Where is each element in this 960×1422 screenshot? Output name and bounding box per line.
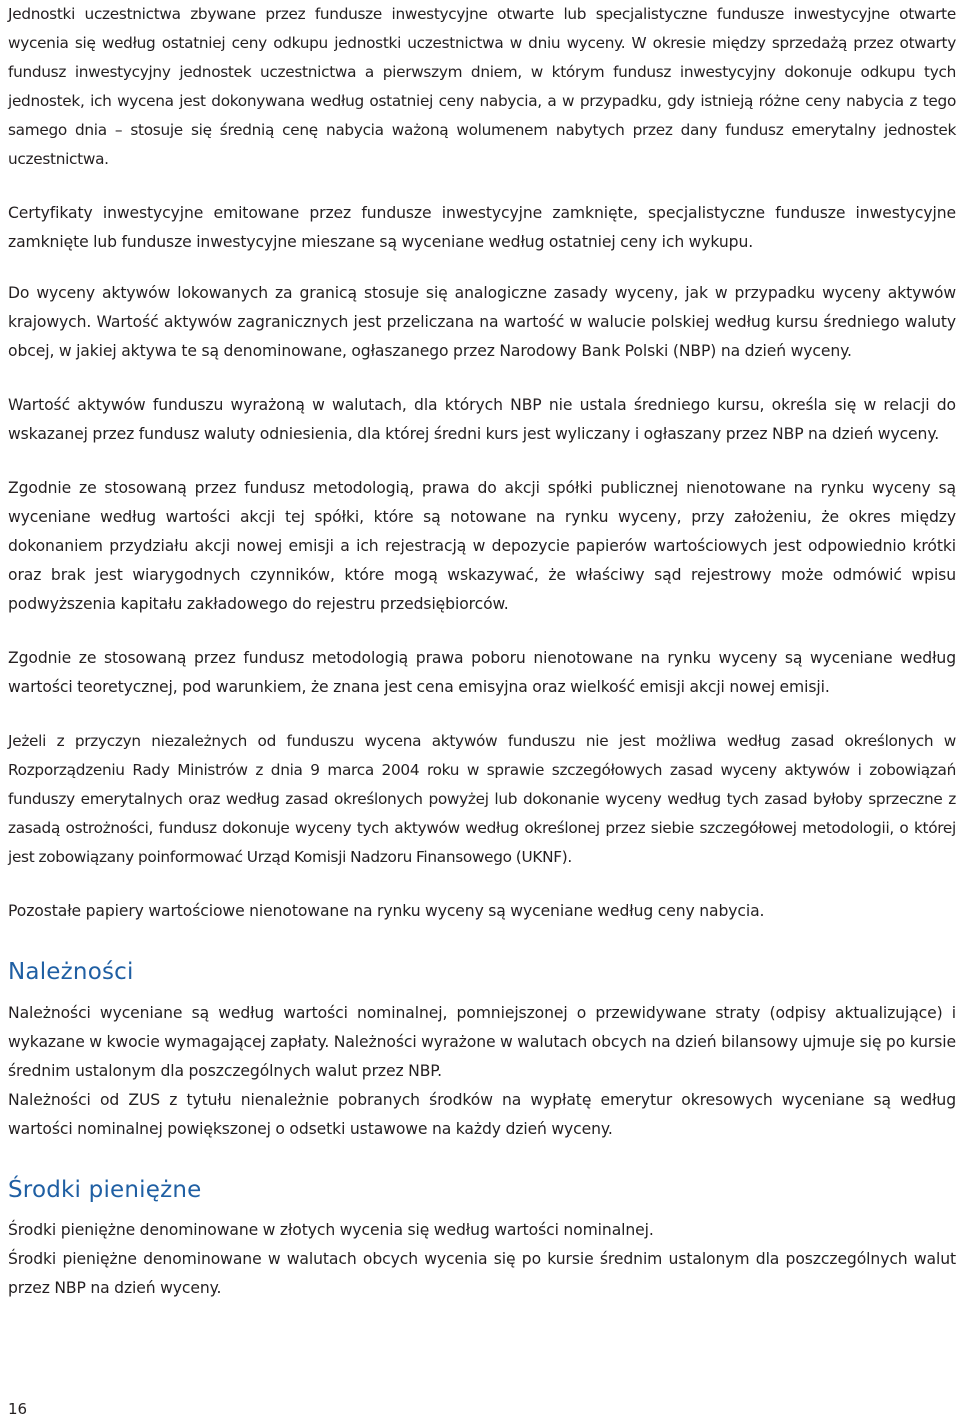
document-page [8,0,956,1303]
paragraph-investment-certificates: Certyfikaty inwestycyjne emitowane przez fundusze inwestycyjne zamknięte, specjalistyczne fundusze inwestycyjne zamknięte lub fundusze inwestycyjne mieszane są wyceniane według ostatniej ceny ich wykupu. [8,204,956,251]
paragraph-participation-units: Jednostki uczestnictwa zbywane przez fundusze inwestycyjne otwarte lub specjalistyczne fundusze inwestycyjne otwarte wycenia się według ostatniej ceny odkupu jednostki uczestnictwa w dniu wyceny. W okresie między sprzedażą przez otwarty fundusz inwestycyjny jednostek uczestnictwa a pierwszym dniem, w którym fundusz inwestycyjny dokonuje odkupu tych jednostek, ich wycena jest dokonywana według ostatniej ceny nabycia, a w przypadku, gdy istnieją różne ceny nabycia z tego samego dnia – stosuje się średnią cenę nabycia ważoną wolumenem nabytych przez dany fundusz emerytalny jednostek uczestnictwa. [8,5,956,168]
paragraph-share-rights: Zgodnie ze stosowaną przez fundusz metodologią, prawa do akcji spółki publicznej nienotowane na rynku wyceny są wyceniane według wartości akcji tej spółki, które są notowane na rynku wyceny, przy założeniu, że okres między dokonaniem przydziału akcji nowej emisji a ich rejestracją w depozycie papierów wartościowych jest odpowiednio krótki oraz brak jest wiarygodnych czynników, które mogą wskazywać, że właściwy sąd rejestrowy może odmówić wpisu podwyższenia kapitału zakładowego do rejestru przedsiębiorców. [8,479,956,613]
section-heading-cash: Środki pieniężne [8,1177,202,1203]
paragraph-receivables-zus: Należności od ZUS z tytułu nienależnie pobranych środków na wypłatę emerytur okresowych wyceniane są według wartości nominalnej powiększonej o odsetki ustawowe na każdy dzień wyceny. [8,1091,956,1138]
paragraph-foreign-assets: Do wyceny aktywów lokowanych za granicą stosuje się analogiczne zasady wyceny, jak w przypadku wyceny aktywów krajowych. Wartość aktywów zagranicznych jest przeliczana na wartość w walucie polskiej według kursu średniego waluty obcej, w jakiej aktywa te są denominowane, ogłaszanego przez Narodowy Bank Polski (NBP) na dzień wyceny. [8,284,956,360]
paragraph-other-securities: Pozostałe papiery wartościowe nienotowane na rynku wyceny są wyceniane według ceny nabycia. [8,902,765,920]
page-number: 16 [8,1400,28,1418]
paragraph-cash-pln: Środki pieniężne denominowane w złotych wycenia się według wartości nominalnej. [8,1221,654,1239]
paragraph-cash-foreign: Środki pieniężne denominowane w walutach obcych wycenia się po kursie średnim ustalonym dla poszczególnych walut przez NBP na dzień wyceny. [8,1250,956,1297]
paragraph-receivables-valuation: Należności wyceniane są według wartości nominalnej, pomniejszonej o przewidywane straty (odpisy aktualizujące) i wykazane w kwocie wymagającej zapłaty. Należności wyrażone w walutach obcych na dzień bilansowy ujmuje się po kursie średnim ustalonym dla poszczególnych walut przez NBP. [8,1004,956,1080]
section-heading-receivables: Należności [8,959,134,985]
paragraph-subscription-rights: Zgodnie ze stosowaną przez fundusz metodologią prawa poboru nienotowane na rynku wyceny są wyceniane według wartości teoretycznej, pod warunkiem, że znana jest cena emisyjna oraz wielkość emisji akcji nowej emisji. [8,649,956,696]
paragraph-individual-methodology: Jeżeli z przyczyn niezależnych od funduszu wycena aktywów funduszu nie jest możliwa według zasad określonych w Rozporządzeniu Rady Ministrów z dnia 9 marca 2004 roku w sprawie szczegółowych zasad wyceny aktywów i zobowiązań funduszy emerytalnych oraz według zasad określonych powyżej lub dokonanie wyceny według tych zasad byłoby sprzeczne z zasadą ostrożności, fundusz dokonuje wyceny tych aktywów według określonej przez siebie szczegółowej metodologii, o której jest zobowiązany poinformować Urząd Komisji Nadzoru Finansowego (UKNF). [8,732,956,866]
paragraph-currency-valuation: Wartość aktywów funduszu wyrażoną w walutach, dla których NBP nie ustala średniego kursu, określa się w relacji do wskazanej przez fundusz waluty odniesienia, dla której średni kurs jest wyliczany i ogłaszany przez NBP na dzień wyceny. [8,396,956,443]
